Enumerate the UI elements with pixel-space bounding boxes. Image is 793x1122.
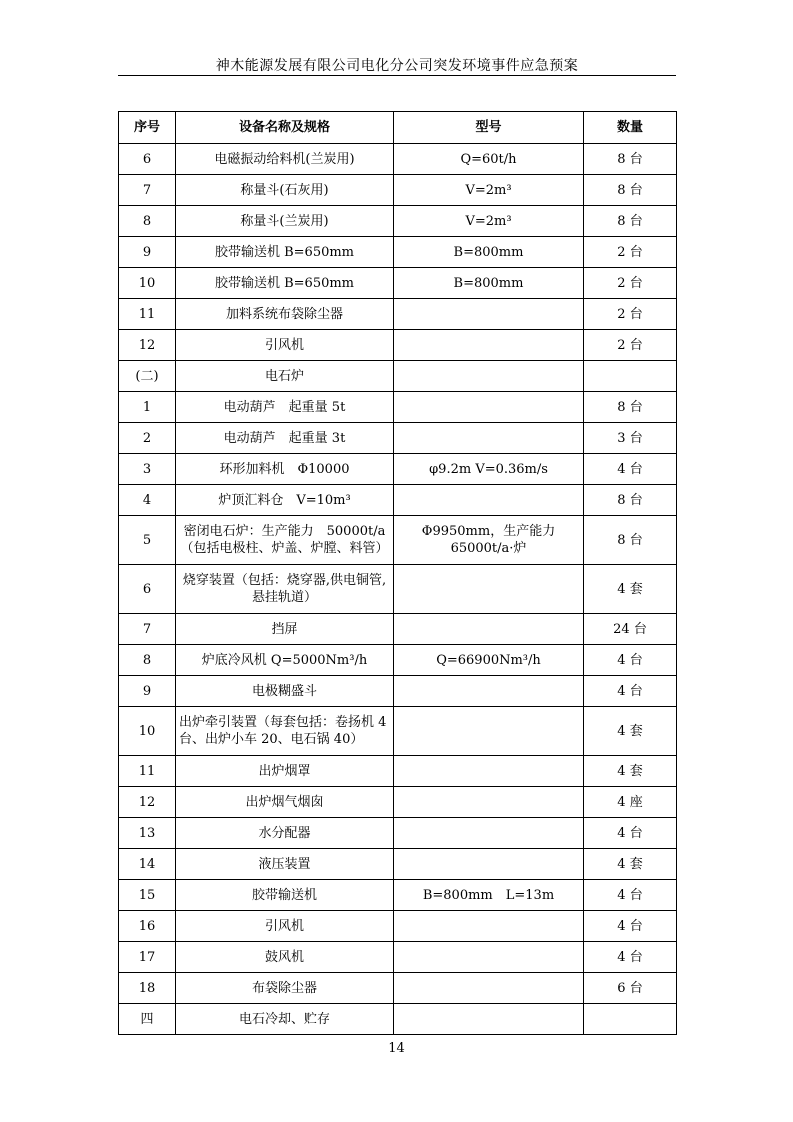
cell-qty: 8 台 [584,516,677,565]
cell-model: B=800mm [394,237,584,268]
cell-no: 6 [119,144,176,175]
cell-model [394,361,584,392]
table-row [119,880,677,911]
table-row [119,565,677,614]
cell-no: 16 [119,911,176,942]
cell-no: 10 [119,268,176,299]
cell-no: 8 [119,206,176,237]
cell-model [394,330,584,361]
column-header-qty: 数量 [584,112,677,144]
cell-model: V=2m³ [394,175,584,206]
cell-model [394,756,584,787]
cell-qty: 4 台 [584,676,677,707]
cell-qty: 8 台 [584,485,677,516]
cell-model [394,707,584,756]
cell-model: Q=60t/h [394,144,584,175]
cell-no: 9 [119,676,176,707]
table-row [119,911,677,942]
cell-name: 引风机 [176,330,394,361]
cell-name: 水分配器 [176,818,394,849]
cell-model [394,973,584,1004]
table-row [119,361,677,392]
cell-no: (二) [119,361,176,392]
table-row [119,849,677,880]
cell-no: 7 [119,614,176,645]
cell-name: 胶带输送机 B=650mm [176,237,394,268]
cell-model [394,942,584,973]
cell-model [394,614,584,645]
cell-name: 炉底冷风机 Q=5000Nm³/h [176,645,394,676]
table-row [119,392,677,423]
table-row [119,787,677,818]
cell-qty: 24 台 [584,614,677,645]
column-header-name: 设备名称及规格 [176,112,394,144]
page-header: 神木能源发展有限公司电化分公司突发环境事件应急预案 [215,58,579,74]
cell-no: 9 [119,237,176,268]
table-row [119,485,677,516]
table-body [119,144,677,1035]
table-row [119,268,677,299]
table-row [119,973,677,1004]
cell-name: 液压装置 [176,849,394,880]
cell-model [394,485,584,516]
cell-name: 烧穿装置（包括：烧穿器,供电铜管,悬挂轨道） [176,565,394,614]
cell-model [394,299,584,330]
table-row [119,676,677,707]
table-row [119,299,677,330]
table-row [119,454,677,485]
cell-no: 17 [119,942,176,973]
cell-model [394,565,584,614]
cell-model: Q=66900Nm³/h [394,645,584,676]
cell-no: 18 [119,973,176,1004]
cell-model [394,849,584,880]
cell-no: 2 [119,423,176,454]
cell-qty: 4 套 [584,707,677,756]
table-row [119,756,677,787]
cell-name: 出炉烟气烟囱 [176,787,394,818]
cell-no: 6 [119,565,176,614]
column-header-no: 序号 [119,112,176,144]
cell-model: V=2m³ [394,206,584,237]
table-row [119,818,677,849]
cell-qty: 4 座 [584,787,677,818]
cell-model [394,1004,584,1035]
cell-name: 电极糊盛斗 [176,676,394,707]
cell-name: 电石冷却、贮存 [176,1004,394,1035]
cell-qty: 2 台 [584,299,677,330]
cell-qty: 4 台 [584,818,677,849]
cell-qty: 2 台 [584,268,677,299]
cell-model: Φ9950mm，生产能力 65000t/a·炉 [394,516,584,565]
cell-qty: 4 套 [584,756,677,787]
cell-qty: 4 台 [584,911,677,942]
cell-name: 出炉牵引装置（每套包括：卷扬机 4 台、出炉小车 20、电石锅 40） [176,707,394,756]
cell-qty: 4 套 [584,565,677,614]
cell-no: 13 [119,818,176,849]
cell-model: B=800mm [394,268,584,299]
cell-name: 加料系统布袋除尘器 [176,299,394,330]
cell-model: φ9.2m V=0.36m/s [394,454,584,485]
cell-qty: 8 台 [584,175,677,206]
table-row [119,423,677,454]
page-number: 14 [388,1041,405,1056]
cell-qty [584,361,677,392]
cell-qty: 6 台 [584,973,677,1004]
table-row [119,614,677,645]
cell-name: 电磁振动给料机(兰炭用) [176,144,394,175]
table-row [119,237,677,268]
table-row [119,206,677,237]
equipment-table [118,111,677,1035]
cell-name: 称量斗(石灰用) [176,175,394,206]
cell-qty: 2 台 [584,237,677,268]
cell-name: 称量斗(兰炭用) [176,206,394,237]
cell-no: 11 [119,756,176,787]
cell-name: 胶带输送机 B=650mm [176,268,394,299]
header-rule [118,75,676,76]
cell-name: 环形加料机 Φ10000 [176,454,394,485]
cell-model [394,676,584,707]
cell-name: 鼓风机 [176,942,394,973]
cell-name: 胶带输送机 [176,880,394,911]
table-row [119,645,677,676]
cell-qty: 8 台 [584,392,677,423]
table-row [119,175,677,206]
cell-qty: 4 台 [584,645,677,676]
cell-qty: 3 台 [584,423,677,454]
cell-no: 1 [119,392,176,423]
cell-name: 炉顶汇料仓 V=10m³ [176,485,394,516]
cell-name: 布袋除尘器 [176,973,394,1004]
cell-no: 14 [119,849,176,880]
table-row [119,144,677,175]
cell-qty: 2 台 [584,330,677,361]
cell-model [394,818,584,849]
column-header-model: 型号 [394,112,584,144]
cell-qty: 4 套 [584,849,677,880]
cell-no: 12 [119,330,176,361]
cell-name: 电动葫芦 起重量 5t [176,392,394,423]
cell-model [394,787,584,818]
cell-no: 10 [119,707,176,756]
cell-qty: 4 台 [584,880,677,911]
cell-name: 密闭电石炉：生产能力 50000t/a（包括电极柱、炉盖、炉膛、料管） [176,516,394,565]
cell-name: 电动葫芦 起重量 3t [176,423,394,454]
cell-model: B=800mm L=13m [394,880,584,911]
cell-no: 11 [119,299,176,330]
cell-name: 挡屏 [176,614,394,645]
cell-qty: 4 台 [584,454,677,485]
cell-qty: 8 台 [584,206,677,237]
cell-no: 12 [119,787,176,818]
cell-model [394,392,584,423]
cell-no: 5 [119,516,176,565]
table-row [119,330,677,361]
cell-model [394,911,584,942]
cell-model [394,423,584,454]
table-row [119,516,677,565]
cell-no: 4 [119,485,176,516]
cell-no: 3 [119,454,176,485]
cell-qty: 8 台 [584,144,677,175]
table-row [119,1004,677,1035]
table-row [119,942,677,973]
cell-no: 15 [119,880,176,911]
cell-no: 四 [119,1004,176,1035]
cell-name: 电石炉 [176,361,394,392]
cell-no: 7 [119,175,176,206]
cell-qty [584,1004,677,1035]
cell-no: 8 [119,645,176,676]
cell-name: 出炉烟罩 [176,756,394,787]
table-row [119,707,677,756]
table-header-row [119,112,677,144]
cell-name: 引风机 [176,911,394,942]
cell-qty: 4 台 [584,942,677,973]
